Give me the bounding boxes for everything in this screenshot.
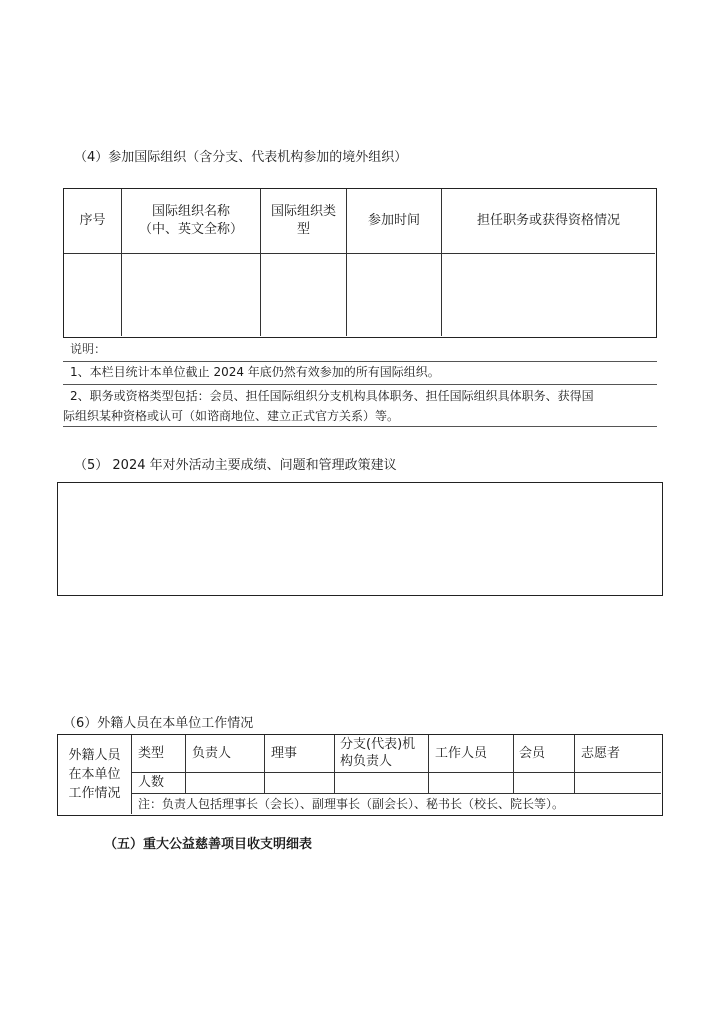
cell-org-name-empty[interactable] [122, 254, 260, 336]
cell-join-time-empty[interactable] [347, 254, 441, 336]
col-leader: 负责人 [192, 746, 232, 761]
activity-summary-box[interactable] [57, 482, 663, 596]
table-note: 注：负责人包括理事长（会长）、副理事长（副会长）、秘书长（校长、院长等）。 [138, 797, 565, 811]
header-seq: 序号 [79, 213, 106, 228]
count-branch-cell[interactable] [335, 773, 428, 793]
row-label [58, 735, 131, 814]
row-label-line1: 外籍人员 [68, 748, 121, 763]
count-staff-cell[interactable] [429, 773, 513, 793]
note-item-2-line1: 2、职务或资格类型包括：会员、担任国际组织分支机构具体职务、担任国际组织具体职务、获得国 [70, 389, 594, 403]
col-staff: 工作人员 [435, 746, 488, 761]
count-label: 人数 [138, 775, 165, 790]
section-five-heading: （五）重大公益慈善项目收支明细表 [104, 837, 313, 852]
col-branch-line1: 分支(代表)机 [340, 737, 416, 752]
foreign-staff-table [57, 734, 663, 816]
header-org-type-line1: 国际组织类 [270, 204, 336, 219]
section-4-heading: （4）参加国际组织（含分支、代表机构参加的境外组织） [74, 150, 408, 165]
section-6-heading: （6）外籍人员在本单位工作情况 [63, 716, 254, 731]
cell-org-type-empty[interactable] [261, 254, 346, 336]
cell-seq-empty[interactable] [64, 254, 121, 336]
count-volunteer-cell[interactable] [575, 773, 661, 793]
header-org-name-line2: （中、英文全称） [138, 222, 243, 237]
count-leader-cell[interactable] [186, 773, 264, 793]
header-org-name-line1: 国际组织名称 [151, 204, 230, 219]
col-branch-line2: 构负责人 [340, 754, 393, 769]
notes-label: 说明： [70, 342, 107, 356]
header-org-type [261, 189, 346, 253]
note-item-2-line2: 际组织某种资格或认可（如谘商地位、建立正式官方关系）等。 [63, 409, 400, 423]
section-5-heading: （5） 2024 年对外活动主要成绩、问题和管理政策建议 [74, 458, 397, 473]
header-duty: 担任职务或获得资格情况 [476, 213, 620, 228]
cell-duty-empty[interactable] [442, 254, 655, 336]
header-org-name [122, 189, 260, 253]
header-join-time: 参加时间 [367, 213, 420, 228]
col-volunteer: 志愿者 [581, 746, 621, 761]
col-director: 理事 [271, 746, 298, 761]
col-member: 会员 [519, 746, 546, 761]
row-label-line2: 在本单位 [68, 767, 121, 782]
col-type: 类型 [138, 746, 165, 761]
international-org-table [63, 188, 657, 338]
row-label-line3: 工作情况 [68, 786, 121, 801]
header-org-type-line2: 型 [296, 222, 310, 237]
note-item-1: 1、本栏目统计本单位截止 2024 年底仍然有效参加的所有国际组织。 [70, 365, 440, 379]
count-director-cell[interactable] [265, 773, 334, 793]
col-branch-head [340, 736, 415, 770]
count-member-cell[interactable] [514, 773, 574, 793]
